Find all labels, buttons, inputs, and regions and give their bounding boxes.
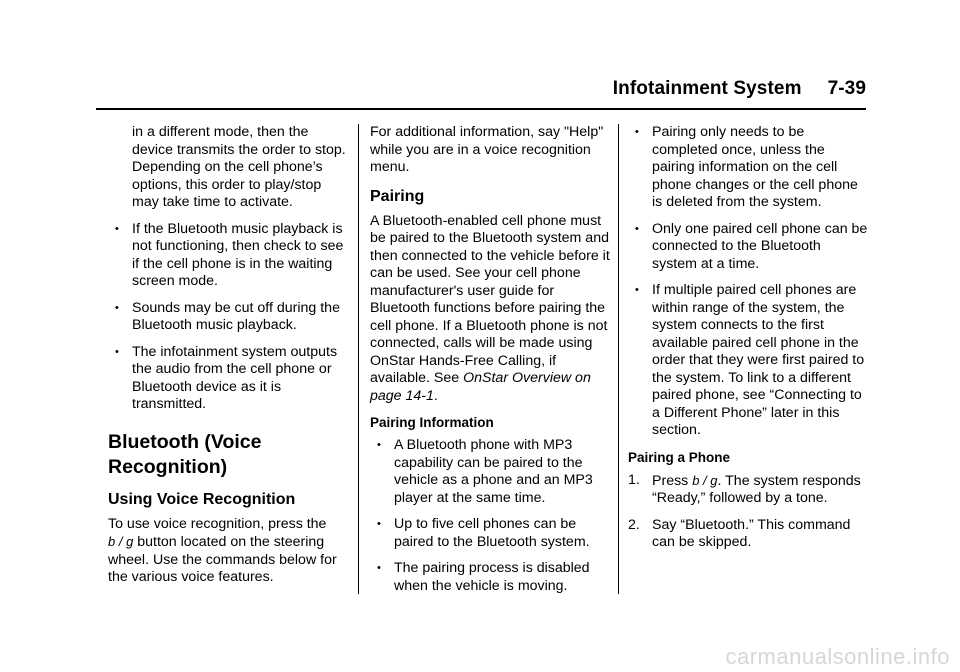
list-item: • Sounds may be cut off during the Bluetooth music playback. (115, 299, 340, 333)
list-item: • The pairing process is disabled when the vehicle is moving. (377, 560, 590, 594)
column-1 (108, 124, 352, 596)
subhead-voice-recognition: Using Voice Recognition (108, 490, 296, 508)
bullet-icon: • (377, 562, 381, 574)
watermark: carmanualsonline.info (725, 644, 950, 669)
header-rule (96, 108, 866, 110)
list-item: • If the Bluetooth music playback is not functioning, then check to see if the cell phone is in the waiting screen mode. (115, 220, 344, 289)
bullet-icon: • (635, 126, 639, 138)
bullet-icon: • (115, 301, 119, 314)
voice-button-icon: b / g (692, 472, 718, 488)
bullet-list-1 (108, 221, 352, 414)
step-item: 2. Say “Bluetooth.” This command can be skipped. (628, 516, 851, 550)
list-item: • Only one paired cell phone can be connected to the Bluetooth system at a time. (635, 220, 868, 272)
voice-button-icon: b / g (108, 534, 134, 549)
column-2 (370, 124, 610, 604)
step-number: 1. (628, 471, 640, 488)
list-item: • Up to five cell phones can be paired to the Bluetooth system. (377, 516, 590, 550)
minor-head-pairing-information: Pairing Information (370, 415, 494, 430)
list-item: • The infotainment system outputs the audio from the cell phone or Bluetooth device as it is transmitted. (115, 343, 338, 412)
help-paragraph: For additional information, say "Help" while you are in a voice recognition menu. (370, 124, 604, 175)
bullet-icon: • (377, 439, 381, 451)
list-item: • Pairing only needs to be completed once, unless the pairing information on the cell phone changes or the cell phone is deleted from the system. (635, 124, 858, 210)
subhead-pairing: Pairing (370, 187, 425, 205)
header-title: Infotainment System (612, 78, 802, 99)
bullet-icon: • (377, 518, 381, 530)
step-number: 2. (628, 516, 640, 533)
pairing-paragraph: A Bluetooth-enabled cell phone must be paired to the Bluetooth system and then connected to the vehicle before it can be used. See your cell phone manufacturer's user guide for Bluetooth functions before pairing the cell phone. If a Bluetooth phone is not connected, calls will be made using OnStar Hands-Free Calling, if available. See OnStar Overview on page 14-1. (370, 212, 610, 404)
minor-head-pairing-a-phone: Pairing a Phone (628, 449, 731, 465)
step-item: 1. Press b / g. The system responds “Ready,” followed by a tone. (628, 471, 861, 506)
continuation-text: in a different mode, then the device transmits the order to stop. Depending on the cell phone’s options, this order to play/stop may take time to activate. (132, 124, 346, 210)
onstar-reference-link[interactable]: OnStar Overview on page 14-1 (370, 370, 591, 404)
voice-recognition-paragraph: To use voice recognition, press the b / g button located on the steering wheel. Use the commands below for the various voice features. (108, 515, 337, 585)
bullet-icon: • (635, 222, 639, 235)
page-header (613, 78, 866, 100)
bullet-list-2 (370, 437, 610, 595)
column-divider-1 (358, 124, 359, 594)
column-divider-2 (618, 124, 619, 594)
list-item: • A Bluetooth phone with MP3 capability can be paired to the vehicle as a phone and an MP3 player at the same time. (377, 437, 593, 506)
section-title: Bluetooth (Voice Recognition) (108, 430, 262, 478)
list-item: • If multiple paired cell phones are within range of the system, the system connects to the first available paired cell phone in the order that they were first paired to the system. To link to a different paired phone, see “Connecting to a Different Phone” later in this section. (635, 282, 865, 438)
bullet-list-3 (628, 124, 868, 440)
bullet-icon: • (115, 345, 119, 358)
page-number: 7-39 (827, 78, 866, 99)
bullet-icon: • (115, 222, 119, 235)
bullet-icon: • (635, 284, 639, 296)
steps-list (628, 472, 868, 552)
column-3 (628, 124, 868, 561)
